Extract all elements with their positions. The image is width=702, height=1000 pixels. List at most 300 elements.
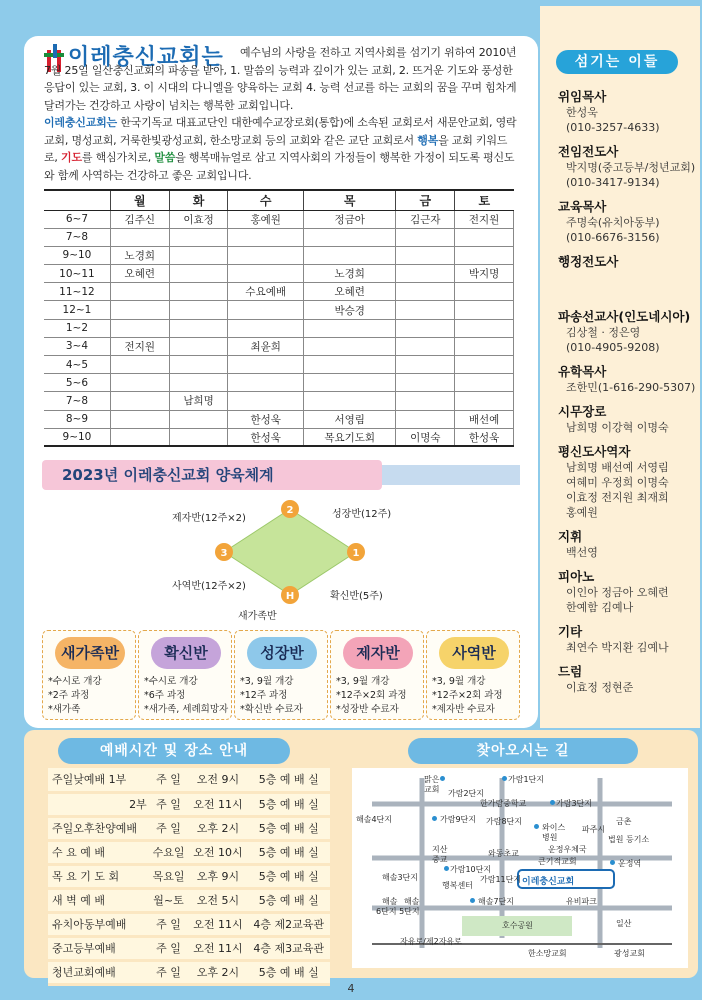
service-time: 오전 5시 [188,888,247,912]
training-card [234,630,328,720]
service-time: 오전 10시 [188,840,247,864]
map-label: 해솔4단지 [356,815,393,824]
intro-para2b: 을 교회 키워드로, [44,133,508,164]
training-card-item: *3, 9월 개강 [336,676,390,687]
schedule-cell [228,246,304,264]
service-place: 4층 제2교육관 [247,912,330,936]
intro-paragraph [44,44,520,184]
map-label: 운정역 [618,859,642,868]
service-row [48,768,330,792]
keyword-happiness: 행복 [417,133,439,147]
schedule-cell [228,392,304,410]
assurance-label: 확신반(5주) [330,591,383,602]
staff-line: (010-3257-4633) [566,121,660,134]
training-card [42,630,136,720]
service-time: 오후 2시 [188,960,247,984]
training-card-items [144,675,228,717]
map-dot [444,866,449,871]
staff-line: 한성욱 [566,106,598,119]
schedule-cell [396,374,455,392]
training-card [330,630,424,720]
service-day: 주 일 [149,816,189,840]
schedule-day-header: 토 [455,190,514,210]
map-label: 법원 등기소 [608,835,650,844]
map-label: 가람1단지 [508,775,545,784]
schedule-cell [455,337,514,355]
map-label: 해솔 [382,897,398,906]
schedule-cell: 목요기도회 [304,428,396,446]
schedule-row [44,301,514,319]
services-table [48,768,330,986]
schedule-time-cell: 9~10 [44,246,110,264]
training-card-item: *2주 과정 [48,690,90,701]
training-card-item: *수시로 개강 [48,676,102,687]
schedule-cell [169,410,228,428]
schedule-cell [110,428,169,446]
staff-group [558,663,698,695]
service-time: 오전 9시 [188,768,247,792]
map-label: 중교 [432,855,448,864]
service-row [48,816,330,840]
schedule-cell [110,319,169,337]
step-3-label: 3 [220,548,228,559]
staff-group [558,568,698,615]
map-label: 6단지 5단지 [376,907,420,916]
service-name: 유치아동부예배 [48,912,149,936]
service-day: 주 일 [149,912,189,936]
schedule-cell: 김근자 [396,210,455,228]
schedule-cell [228,356,304,374]
service-time: 오전 11시 [188,936,247,960]
schedule-time-cell: 9~10 [44,428,110,446]
schedule-cell [455,319,514,337]
schedule-day-header: 월 [110,190,169,210]
service-time: 오전 11시 [188,912,247,936]
schedule-cell [228,319,304,337]
map-label: 와이스 [542,823,566,832]
schedule-cell [169,428,228,446]
directions-map [352,768,688,968]
schedule-cell [110,374,169,392]
staff-role: 교육목사 [558,199,607,214]
staff-group [558,528,698,560]
staff-role: 위임목사 [558,89,607,104]
staff-line: 백선영 [566,546,598,559]
service-row [48,840,330,864]
map-label: 와동초교 [488,849,519,858]
schedule-cell [169,374,228,392]
map-label: 운정우체국 [548,845,587,854]
training-card-title: 새가족반 [55,637,125,669]
training-card-item: *수시로 개강 [144,676,198,687]
schedule-cell [110,283,169,301]
service-row [48,864,330,888]
prayer-schedule-table [44,189,514,447]
page-number: 4 [347,982,355,995]
training-card-item: *성장반 수료자 [336,704,399,715]
schedule-cell: 이효정 [169,210,228,228]
staff-line: 한예함 김예나 [566,601,634,614]
schedule-cell [169,283,228,301]
service-row [48,888,330,912]
training-card-item: *12주×2회 과정 [432,690,503,701]
staff-line: 홍예원 [566,506,598,519]
service-place: 5층 예 배 실 [247,888,330,912]
staff-line: 박지명(중고등부/청년교회) [566,161,696,174]
step-1-label: 1 [352,548,360,559]
map-label: 가람2단지 [448,789,485,798]
service-day: 주 일 [149,960,189,984]
schedule-cell [396,337,455,355]
staff-group [558,253,698,300]
schedule-cell: 정금아 [304,210,396,228]
schedule-cell [455,301,514,319]
map-label: 해솔 [404,897,420,906]
map-label: 맑은 [424,775,440,784]
schedule-day-header: 목 [304,190,396,210]
schedule-cell: 한성욱 [455,428,514,446]
step-2-label: 2 [286,505,294,516]
staff-group [558,623,698,655]
service-day: 목요일 [149,864,189,888]
service-place: 5층 예 배 실 [247,792,330,816]
schedule-cell: 한성욱 [228,410,304,428]
map-label: 교회 [424,785,440,794]
schedule-time-cell: 3~4 [44,337,110,355]
staff-role: 피아노 [558,569,595,584]
service-time: 오전 11시 [188,792,247,816]
schedule-time-cell: 12~1 [44,301,110,319]
staff-group [558,443,698,520]
schedule-cell [169,319,228,337]
schedule-cell: 전지원 [110,337,169,355]
schedule-cell: 박승경 [304,301,396,319]
schedule-time-cell: 4~5 [44,356,110,374]
newfamily-label: 새가족반 [238,611,277,622]
map-label: 행복센터 [442,881,473,890]
map-label: 파주시 [582,825,606,834]
staff-group [558,198,698,245]
schedule-cell [455,374,514,392]
staff-group [558,143,698,190]
training-card-items [240,675,303,717]
schedule-cell [169,337,228,355]
service-day: 주 일 [149,792,189,816]
map-dot [550,800,555,805]
staff-line: 최연수 박지환 김예나 [566,641,669,654]
schedule-cell [455,246,514,264]
schedule-row [44,228,514,246]
staff-role: 기타 [558,624,583,639]
training-diagram [160,495,420,625]
map-dot [610,860,615,865]
staff-line: 남희명 이강혁 이명숙 [566,421,669,434]
schedule-cell: 서영림 [304,410,396,428]
staff-group [558,363,698,395]
staff-line: 이효정 전지원 최재희 [566,491,669,504]
schedule-time-cell: 11~12 [44,283,110,301]
service-day: 월~토 [149,888,189,912]
service-day: 주 일 [149,768,189,792]
staff-line: 남희명 배선예 서영림 [566,461,669,474]
schedule-cell [228,301,304,319]
schedule-row [44,392,514,410]
schedule-row [44,374,514,392]
service-row [48,792,330,816]
training-card-item: *제자반 수료자 [432,704,495,715]
map-label: 가람10단지 [450,865,492,874]
staff-line: 이효정 정현준 [566,681,634,694]
staff-group [558,88,698,135]
service-day: 주 일 [149,936,189,960]
schedule-cell [110,410,169,428]
service-name: 수 요 예 배 [48,840,149,864]
training-card-items [432,675,503,717]
training-card-item: *새가족 [48,704,81,715]
map-label: 병원 [542,833,558,842]
staff-role: 시무장로 [558,404,607,419]
schedule-time-cell: 1~2 [44,319,110,337]
map-title: 찾아오시는 길 [408,738,638,764]
schedule-cell [304,228,396,246]
service-place: 5층 예 배 실 [247,960,330,984]
service-name: 목 요 기 도 회 [48,864,149,888]
staff-role: 전임전도사 [558,144,619,159]
schedule-cell [169,356,228,374]
service-name: 2부 [48,792,149,816]
map-label: 자유로/제2자유로 [400,937,462,946]
map-label: 일산 [616,919,632,928]
intro-para2a: 한국기독교 대표교단인 대한예수교장로회(통합)에 소속된 교회로서 새문안교회, 영락교회, 명성교회, 거룩한빛광성교회, 한소망교회 등의 교회와 같은 교단 교회로서 [44,116,517,147]
schedule-cell [228,265,304,283]
map-dot [534,824,539,829]
map-label: 광성교회 [614,949,645,958]
schedule-cell: 이명숙 [396,428,455,446]
staff-line: 이인아 정금아 오혜련 [566,586,669,599]
training-card-title: 제자반 [343,637,413,669]
map-label: 지산 [432,845,448,854]
map-dot [440,776,445,781]
schedule-cell [396,265,455,283]
schedule-cell [110,392,169,410]
schedule-row [44,356,514,374]
schedule-day-header: 수 [228,190,304,210]
staff-line: (010-4905-9208) [566,341,660,354]
service-name: 주일오후찬양예배 [48,816,149,840]
schedule-day-header: 금 [396,190,455,210]
schedule-cell [304,374,396,392]
schedule-header-row [44,190,514,210]
schedule-cell [396,283,455,301]
training-card [426,630,520,720]
service-name: 새 벽 예 배 [48,888,149,912]
staff-group [558,308,698,355]
schedule-time-cell: 10~11 [44,265,110,283]
staff-role: 행정전도사 [558,254,619,269]
schedule-cell: 남희명 [169,392,228,410]
schedule-cell [110,228,169,246]
schedule-time-cell: 8~9 [44,410,110,428]
schedule-cell [304,392,396,410]
service-place: 5층 예 배 실 [247,816,330,840]
service-place: 5층 예 배 실 [247,768,330,792]
staff-line: (010-3417-9134) [566,176,660,189]
training-card [138,630,232,720]
map-church-label: 이레충신교회 [522,877,575,887]
staff-line: 여혜미 우정희 이명숙 [566,476,669,489]
schedule-cell [396,246,455,264]
schedule-cell: 수요예배 [228,283,304,301]
ministry-label: 사역반(12주×2) [172,581,246,592]
map-dot [470,898,475,903]
schedule-time-cell: 6~7 [44,210,110,228]
schedule-body [44,210,514,446]
service-place: 5층 예 배 실 [247,840,330,864]
map-label: 한가람중학교 [480,799,527,808]
map-label: 금촌 [616,817,632,826]
service-time: 오후 9시 [188,864,247,888]
service-row [48,912,330,936]
schedule-cell: 전지원 [455,210,514,228]
staff-line: 김상철 · 정은영 [566,326,641,339]
map-label: 가람11단지 [480,875,522,884]
training-card-item: *12주×2회 과정 [336,690,407,701]
staff-role: 유학목사 [558,364,607,379]
map-dot [502,776,507,781]
schedule-cell [396,228,455,246]
keyword-prayer: 기도 [61,151,82,164]
schedule-cell [304,356,396,374]
schedule-cell: 노경희 [304,265,396,283]
step-h-label: H [285,591,295,602]
staff-line [558,270,698,300]
staff-role: 지휘 [558,529,583,544]
training-card-item: *3, 9월 개강 [432,676,486,687]
training-card-item: *12주 과정 [240,690,288,701]
training-card-item: *확신반 수료자 [240,704,303,715]
schedule-cell: 오혜련 [304,283,396,301]
schedule-cell [228,374,304,392]
intro-church-name: 이레충신교회는 [68,45,224,70]
schedule-cell: 김주신 [110,210,169,228]
schedule-cell: 오혜련 [110,265,169,283]
keyword-word: 말씀 [154,151,176,164]
schedule-row [44,265,514,283]
map-label: 가람9단지 [440,815,477,824]
schedule-row [44,246,514,264]
map-label: 가람3단지 [556,799,593,808]
schedule-day-header: 화 [169,190,228,210]
services-title: 예배시간 및 장소 안내 [58,738,290,764]
schedule-cell [169,265,228,283]
service-name: 주일낮예배 1부 [48,768,149,792]
schedule-row [44,283,514,301]
schedule-time-cell: 7~8 [44,392,110,410]
schedule-cell [169,246,228,264]
schedule-cell [396,392,455,410]
schedule-cell [396,356,455,374]
schedule-cell [455,283,514,301]
schedule-cell [304,246,396,264]
schedule-cell [396,301,455,319]
service-place: 5층 예 배 실 [247,864,330,888]
schedule-cell [228,228,304,246]
map-label: 해솔3단지 [382,873,419,882]
schedule-row [44,319,514,337]
training-card-item: *새가족, 세례희망자 [144,704,229,715]
schedule-cell: 최윤희 [228,337,304,355]
training-title: 2023년 이레충신교회 양육체계 [42,460,382,490]
training-card-title: 확신반 [151,637,221,669]
schedule-cell [455,228,514,246]
training-card-item: *3, 9월 개강 [240,676,294,687]
intro-para2c: 를 핵심가치로, [81,151,155,164]
service-name: 중고등부예배 [48,936,149,960]
map-label: 한소망교회 [528,949,567,958]
training-card-title: 사역반 [439,637,509,669]
map-label: 가람8단지 [486,817,523,826]
growth-label: 성장반(12주) [332,509,392,520]
service-row [48,960,330,984]
training-card-item: *6주 과정 [144,690,186,701]
schedule-cell [455,392,514,410]
service-time: 오후 2시 [188,816,247,840]
schedule-row [44,428,514,446]
service-name: 청년교회예배 [48,960,149,984]
intro-para2d: 을 행복매뉴얼로 삼고 지역사회의 가정들이 행복한 가정이 되도록 평신도와 함께 사역하는 건강하고 좋은 교회입니다. [44,151,515,182]
staff-role: 드럼 [558,664,583,679]
training-level-cards [42,630,520,722]
schedule-row [44,210,514,228]
schedule-cell [304,319,396,337]
schedule-row [44,337,514,355]
schedule-cell: 박지명 [455,265,514,283]
schedule-cell: 홍예원 [228,210,304,228]
schedule-cell: 노경희 [110,246,169,264]
schedule-cell: 한성욱 [228,428,304,446]
schedule-time-cell: 7~8 [44,228,110,246]
schedule-cell [396,319,455,337]
staff-role: 평신도사역자 [558,444,631,459]
disciple-label: 제자반(12주×2) [172,513,246,524]
schedule-cell [169,301,228,319]
staff-list [558,88,698,703]
schedule-corner-header [44,190,110,210]
schedule-cell [396,410,455,428]
training-card-title: 성장반 [247,637,317,669]
map-dot [432,816,437,821]
intro-name2: 이레충신교회는 [44,116,117,129]
schedule-cell [169,228,228,246]
service-day: 수요일 [149,840,189,864]
service-row [48,936,330,960]
schedule-cell [110,301,169,319]
staff-role: 파송선교사(인도네시아) [558,309,691,324]
staff-line: 주명숙(유치아동부) [566,216,660,229]
schedule-row [44,410,514,428]
schedule-cell [304,337,396,355]
staff-title: 섬기는 이들 [556,50,678,74]
staff-group [558,403,698,435]
staff-line: (010-6676-3156) [566,231,660,244]
map-label: 호수공원 [502,921,533,930]
schedule-cell [110,356,169,374]
schedule-cell: 배선예 [455,410,514,428]
schedule-cell [455,356,514,374]
map-label: 큰기적교회 [538,857,577,866]
service-place: 4층 제3교육관 [247,936,330,960]
map-label: 해솔7단지 [478,897,515,906]
